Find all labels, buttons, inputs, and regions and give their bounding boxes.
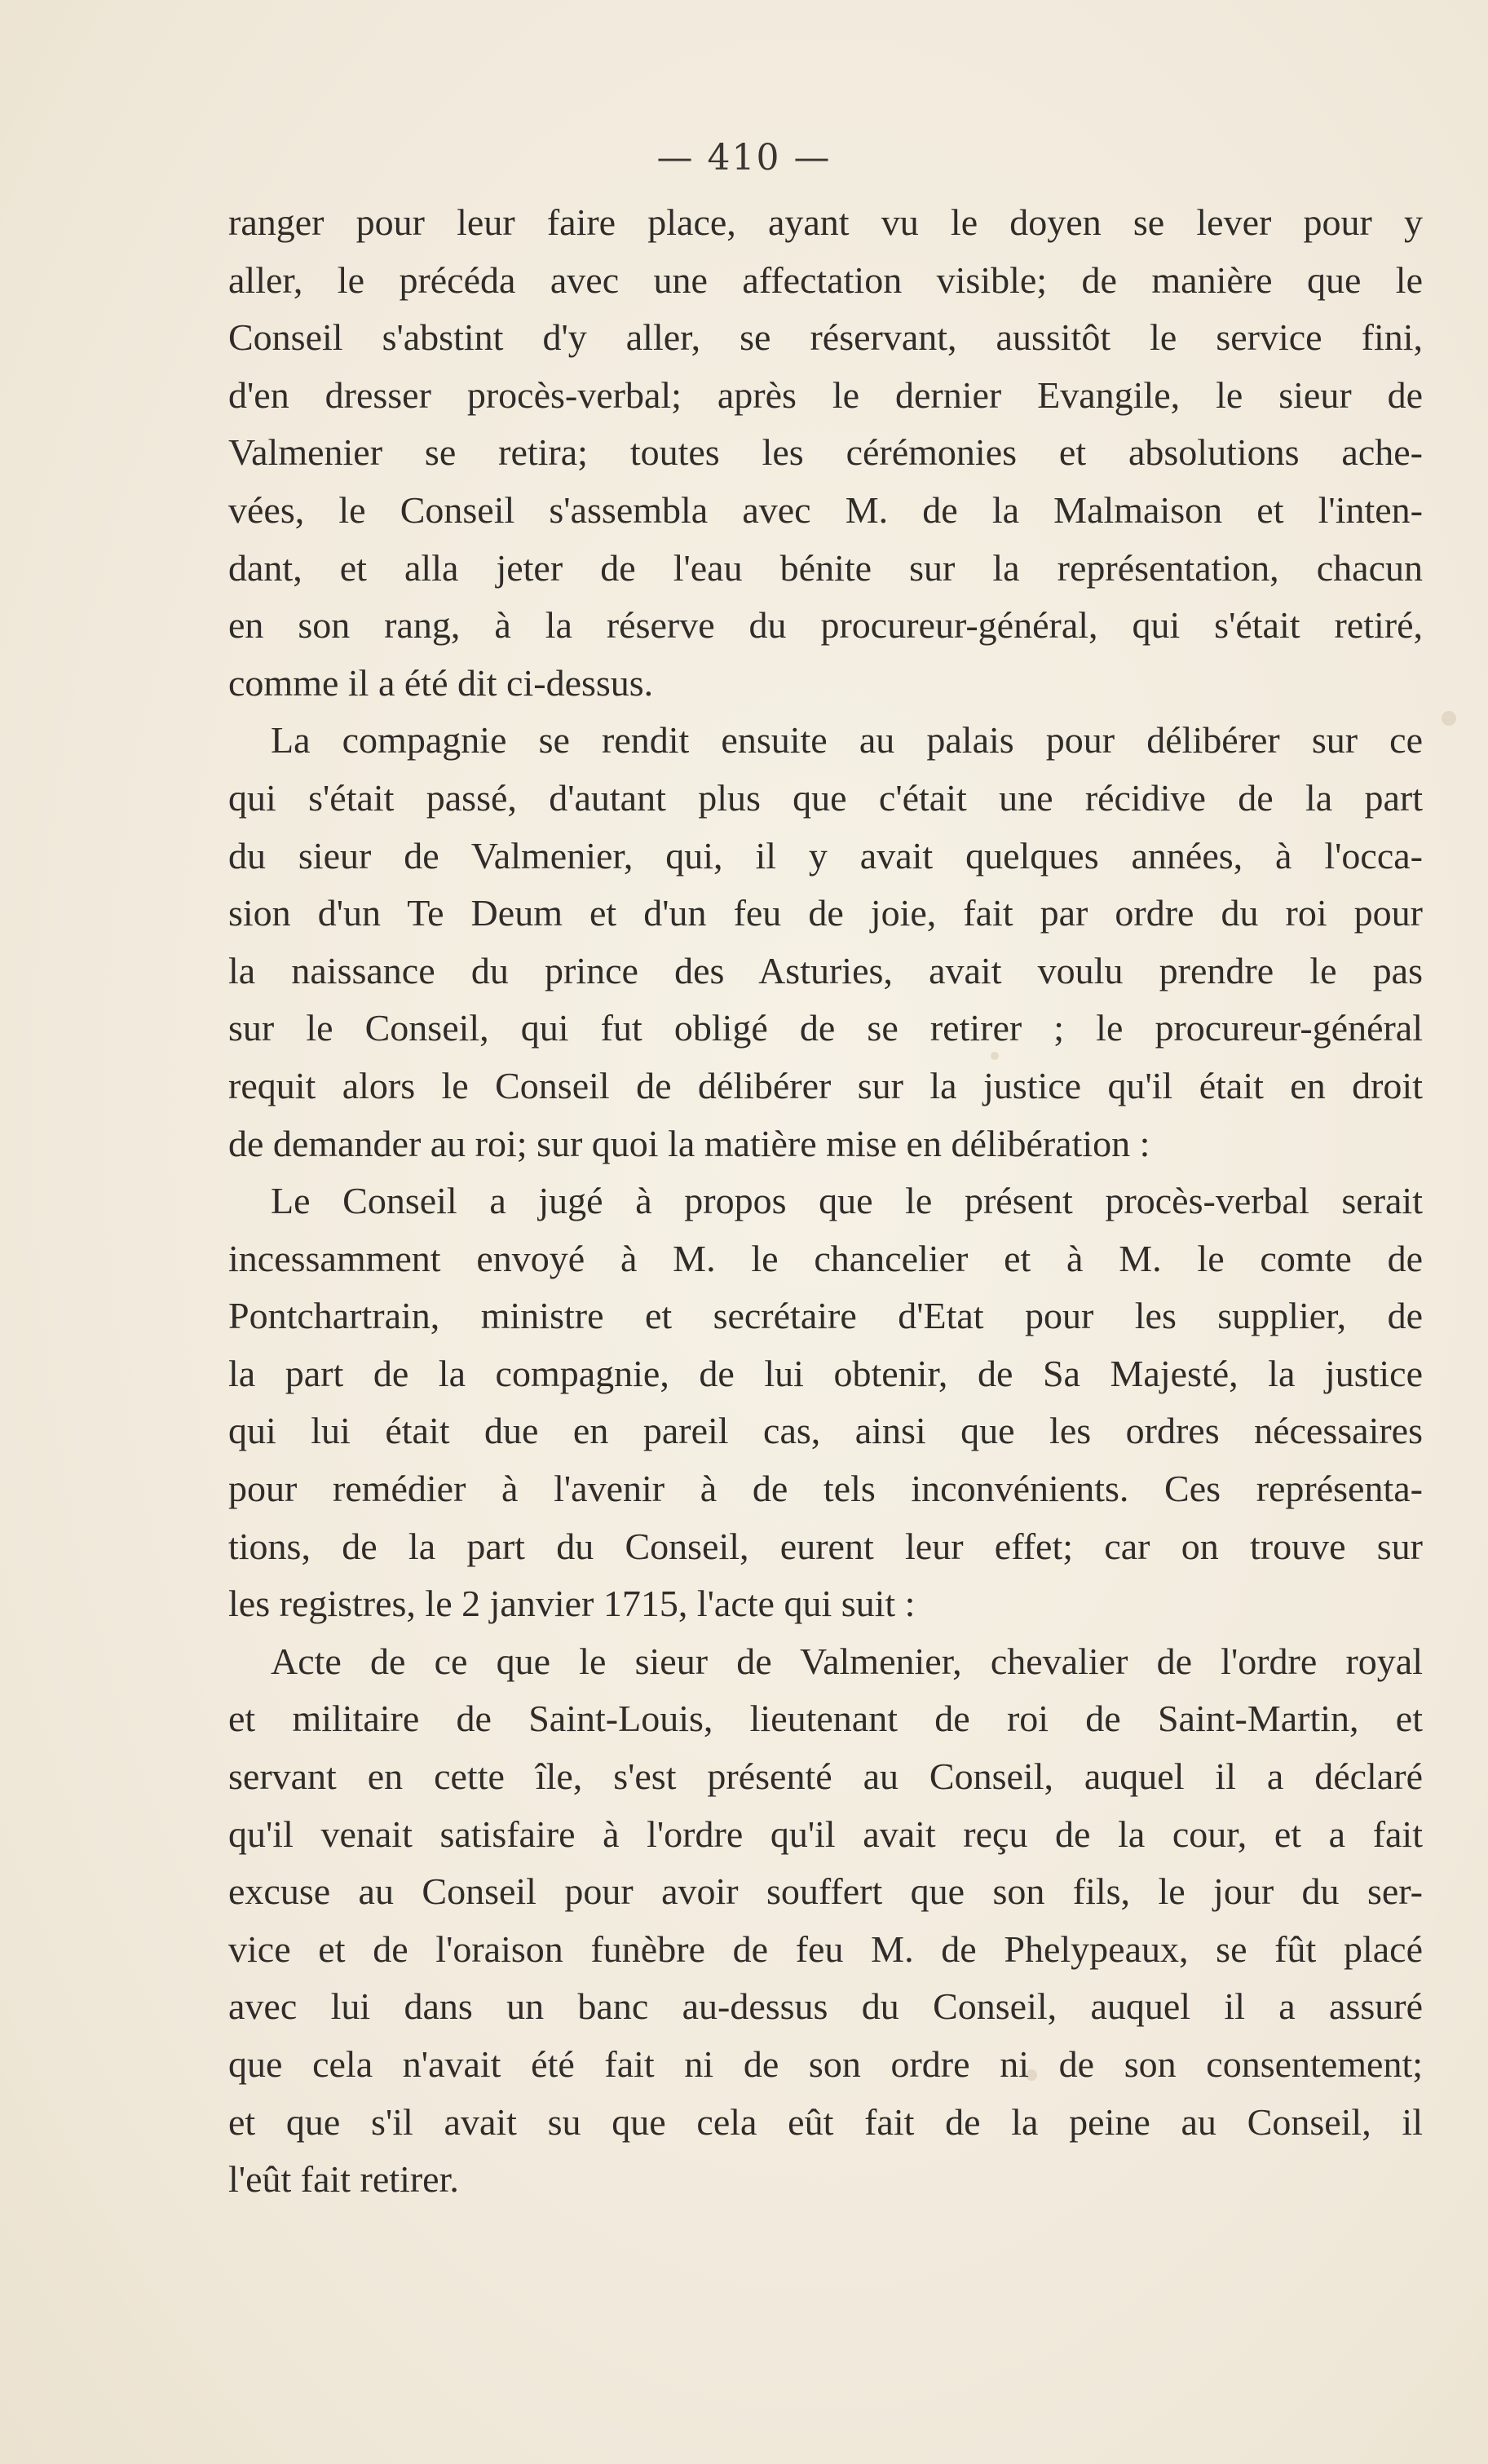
text-line: de demander au roi; sur quoi la matière mise en délibération : (228, 1122, 1150, 1164)
text-line: Pontchartrain, ministre et secrétaire d'Etat pour les supplier, de (228, 1295, 1423, 1337)
text-line: requit alors le Conseil de délibérer sur la justice qu'il était en droit (228, 1064, 1423, 1106)
text-line: l'eût fait retirer. (228, 2158, 459, 2201)
text-line: ranger pour leur faire place, ayant vu le doyen se lever pour y (228, 201, 1423, 243)
text-line: qu'il venait satisfaire à l'ordre qu'il avait reçu de la cour, et a fait (228, 1813, 1423, 1855)
text-line: et militaire de Saint-Louis, lieutenant de roi de Saint-Martin, et (228, 1698, 1423, 1740)
text-line: que cela n'avait été fait ni de son ordre ni de son consentement; (228, 2043, 1423, 2085)
text-line: dant, et alla jeter de l'eau bénite sur la représentation, chacun (228, 546, 1423, 589)
text-line: pour remédier à l'avenir à de tels inconvénients. Ces représenta- (228, 1468, 1423, 1510)
text-line: aller, le précéda avec une affectation visible; de manière que le (228, 258, 1423, 301)
text-line: comme il a été dit ci-dessus. (228, 661, 654, 704)
paper-stain (1442, 711, 1456, 726)
text-line: qui s'était passé, d'autant plus que c'était une récidive de la part (228, 776, 1423, 819)
text-line: avec lui dans un banc au-dessus du Conseil, auquel il a assuré (228, 1985, 1423, 2028)
text-line: du sieur de Valmenier, qui, il y avait quelques années, à l'occa- (228, 834, 1423, 877)
text-line: Acte de ce que le sieur de Valmenier, chevalier de l'ordre royal (271, 1640, 1423, 1682)
text-line: incessamment envoyé à M. le chancelier et à M. le comte de (228, 1237, 1423, 1279)
body-text (228, 194, 1423, 2209)
text-line: en son rang, à la réserve du procureur-général, qui s'était retiré, (228, 604, 1423, 647)
text-line: Conseil s'abstint d'y aller, se réservant, aussitôt le service fini, (228, 316, 1423, 359)
text-line: Le Conseil a jugé à propos que le présent procès-verbal serait (271, 1180, 1423, 1222)
text-line: excuse au Conseil pour avoir souffert que son fils, le jour du ser- (228, 1870, 1423, 1913)
text-line: la naissance du prince des Asturies, avait voulu prendre le pas (228, 949, 1423, 991)
text-line: sion d'un Te Deum et d'un feu de joie, fait par ordre du roi pour (228, 892, 1423, 934)
text-line: d'en dresser procès-verbal; après le dernier Evangile, le sieur de (228, 373, 1423, 416)
text-line: tions, de la part du Conseil, eurent leur effet; car on trouve sur (228, 1525, 1423, 1567)
text-line: les registres, le 2 janvier 1715, l'acte qui suit : (228, 1583, 916, 1625)
text-line: et que s'il avait su que cela eût fait de la peine au Conseil, il (228, 2100, 1423, 2143)
text-line: sur le Conseil, qui fut obligé de se retirer ; le procureur-général (228, 1007, 1423, 1049)
text-line: La compagnie se rendit ensuite au palais pour délibérer sur ce (271, 719, 1423, 762)
text-line: vice et de l'oraison funèbre de feu M. de Phelypeaux, se fût placé (228, 1927, 1423, 1970)
text-line: Valmenier se retira; toutes les cérémonies et absolutions ache- (228, 431, 1423, 474)
text-line: qui lui était due en pareil cas, ainsi que les ordres nécessaires (228, 1410, 1423, 1452)
text-line: la part de la compagnie, de lui obtenir, de Sa Majesté, la justice (228, 1352, 1423, 1394)
text-line: vées, le Conseil s'assembla avec M. de la Malmaison et l'inten- (228, 488, 1423, 531)
page-number: — 410 — (656, 137, 832, 179)
text-line: servant en cette île, s'est présenté au Conseil, auquel il a déclaré (228, 1755, 1423, 1798)
